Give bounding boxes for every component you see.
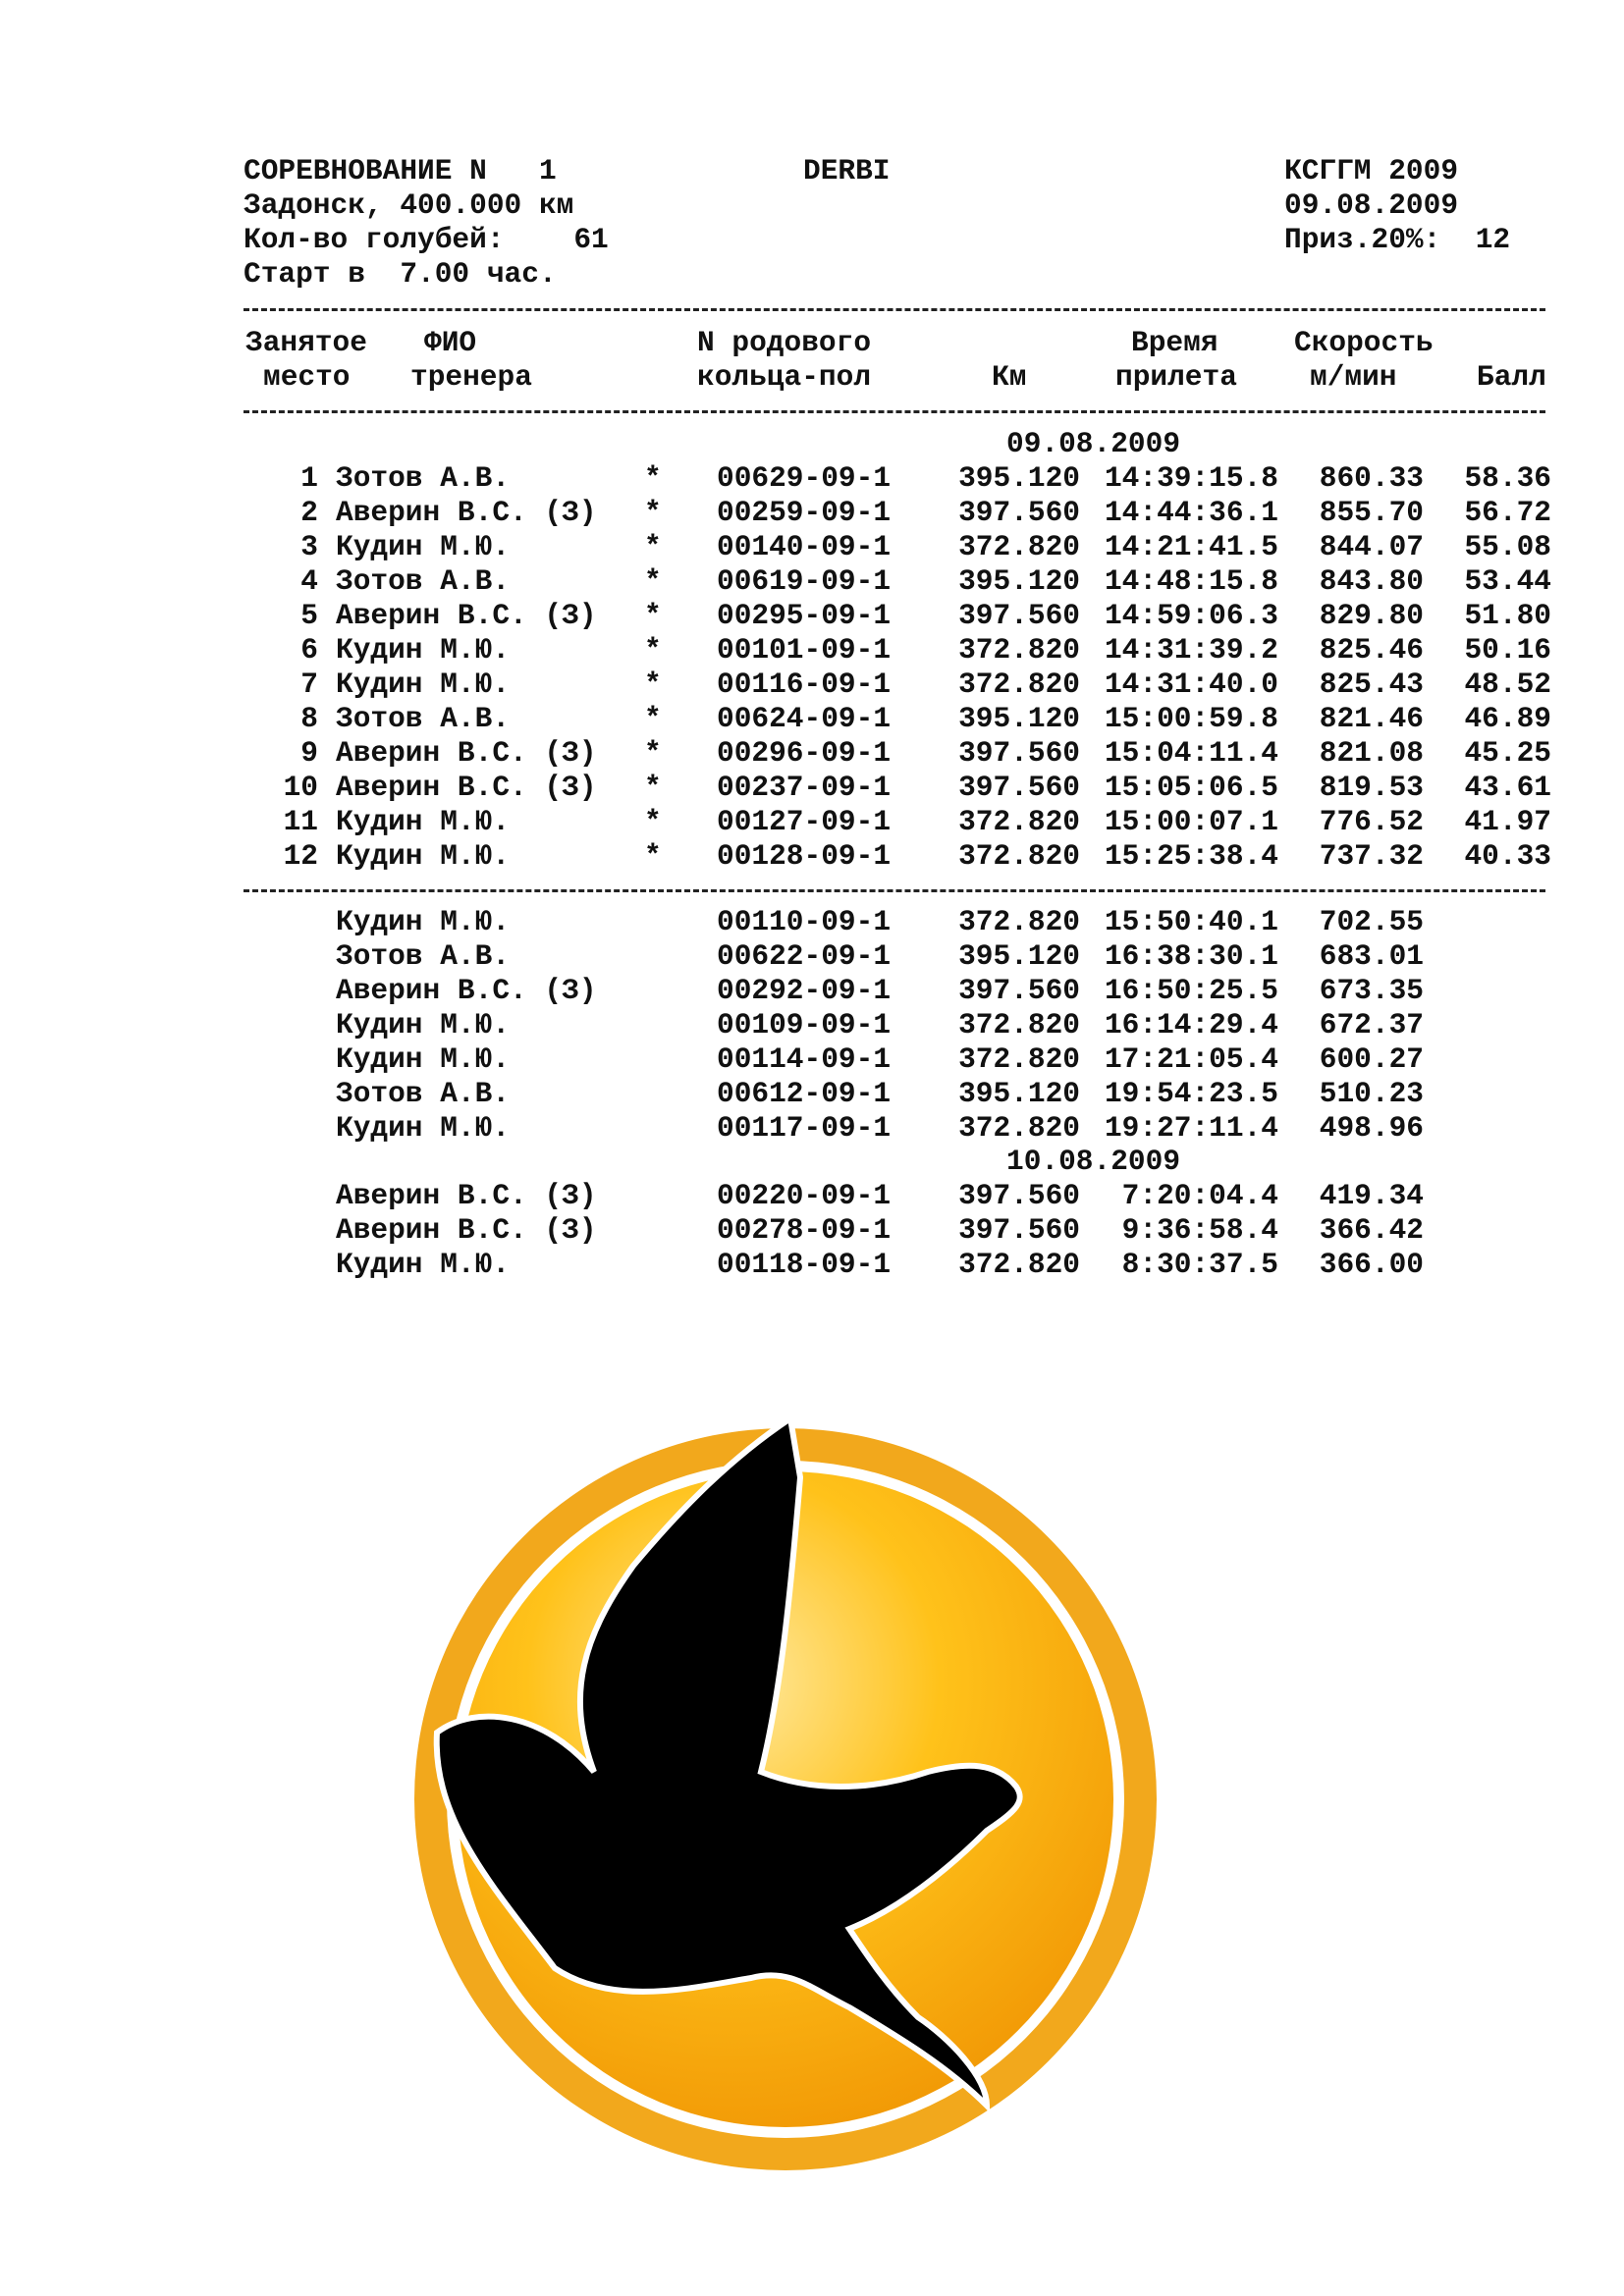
- col-speed-1: Скорость: [1294, 326, 1434, 359]
- km-cell: 372.820: [958, 1248, 1080, 1281]
- race-location: Задонск, 400.000 км: [244, 188, 574, 222]
- club-name: КСГГМ 2009: [1284, 154, 1459, 187]
- time-cell: 15:50:40.1: [1104, 905, 1278, 938]
- list-item: [0, 1248, 1624, 1282]
- speed-cell: 860.33: [1319, 461, 1424, 495]
- km-cell: 397.560: [958, 771, 1080, 804]
- col-km: Км: [992, 360, 1027, 394]
- name-cell: Зотов А.В.: [336, 1077, 511, 1110]
- divider: [244, 410, 1545, 413]
- km-cell: 395.120: [958, 461, 1080, 495]
- speed-cell: 737.32: [1319, 839, 1424, 873]
- points-cell: 55.08: [1464, 530, 1551, 563]
- col-name-2: тренера: [410, 360, 532, 394]
- ring-cell: 00220-09-1: [717, 1179, 892, 1212]
- race-date: 09.08.2009: [1284, 188, 1459, 222]
- speed-cell: 844.07: [1319, 530, 1424, 563]
- competition-title: СОРЕВНОВАНИЕ N 1: [244, 154, 557, 187]
- ring-cell: 00278-09-1: [717, 1213, 892, 1247]
- place-cell: 9: [300, 736, 318, 770]
- place-cell: 5: [300, 599, 318, 632]
- ring-cell: 00117-09-1: [717, 1111, 892, 1145]
- mark-cell: *: [644, 564, 662, 598]
- time-cell: 19:27:11.4: [1104, 1111, 1278, 1145]
- time-cell: 14:21:41.5: [1104, 530, 1278, 563]
- place-cell: 7: [300, 667, 318, 701]
- table-row: [0, 839, 1624, 874]
- points-cell: 43.61: [1464, 771, 1551, 804]
- col-place-1: Занятое: [245, 326, 367, 359]
- ring-cell: 00624-09-1: [717, 702, 892, 735]
- points-cell: 50.16: [1464, 633, 1551, 667]
- list-item: [0, 939, 1624, 974]
- mark-cell: *: [644, 771, 662, 804]
- name-cell: Аверин В.С. (З): [336, 599, 597, 632]
- name-cell: Аверин В.С. (З): [336, 974, 597, 1007]
- points-cell: 56.72: [1464, 496, 1551, 529]
- start-time: Старт в 7.00 час.: [244, 257, 557, 291]
- km-cell: 372.820: [958, 1008, 1080, 1041]
- ring-cell: 00622-09-1: [717, 939, 892, 973]
- time-cell: 9:36:58.4: [1121, 1213, 1278, 1247]
- time-cell: 15:05:06.5: [1104, 771, 1278, 804]
- table-row: [0, 702, 1624, 736]
- speed-cell: 498.96: [1319, 1111, 1424, 1145]
- time-cell: 14:39:15.8: [1104, 461, 1278, 495]
- name-cell: Зотов А.В.: [336, 939, 511, 973]
- speed-cell: 702.55: [1319, 905, 1424, 938]
- points-cell: 41.97: [1464, 805, 1551, 838]
- name-cell: Зотов А.В.: [336, 461, 511, 495]
- name-cell: Аверин В.С. (З): [336, 496, 597, 529]
- ring-cell: 00114-09-1: [717, 1042, 892, 1076]
- table-row: [0, 530, 1624, 564]
- km-cell: 397.560: [958, 599, 1080, 632]
- list-item: [0, 1042, 1624, 1077]
- ring-cell: 00118-09-1: [717, 1248, 892, 1281]
- list-item: [0, 974, 1624, 1008]
- points-cell: 40.33: [1464, 839, 1551, 873]
- points-cell: 51.80: [1464, 599, 1551, 632]
- name-cell: Зотов А.В.: [336, 702, 511, 735]
- points-cell: 45.25: [1464, 736, 1551, 770]
- ring-cell: 00109-09-1: [717, 1008, 892, 1041]
- points-cell: 46.89: [1464, 702, 1551, 735]
- mark-cell: *: [644, 599, 662, 632]
- time-cell: 7:20:04.4: [1121, 1179, 1278, 1212]
- pigeon-count: Кол-во голубей: 61: [244, 223, 609, 256]
- list-item: [0, 1111, 1624, 1146]
- list-item: [0, 1077, 1624, 1111]
- speed-cell: 843.80: [1319, 564, 1424, 598]
- place-cell: 12: [283, 839, 318, 873]
- name-cell: Кудин М.Ю.: [336, 530, 511, 563]
- divider: [244, 308, 1545, 311]
- place-cell: 8: [300, 702, 318, 735]
- km-cell: 395.120: [958, 1077, 1080, 1110]
- name-cell: Аверин В.С. (З): [336, 1213, 597, 1247]
- col-ring-2: кольца-пол: [697, 360, 872, 394]
- speed-cell: 673.35: [1319, 974, 1424, 1007]
- mark-cell: *: [644, 702, 662, 735]
- time-cell: 16:38:30.1: [1104, 939, 1278, 973]
- ring-cell: 00619-09-1: [717, 564, 892, 598]
- speed-cell: 825.46: [1319, 633, 1424, 667]
- points-cell: 53.44: [1464, 564, 1551, 598]
- km-cell: 372.820: [958, 667, 1080, 701]
- ring-cell: 00259-09-1: [717, 496, 892, 529]
- name-cell: Аверин В.С. (З): [336, 736, 597, 770]
- time-cell: 16:14:29.4: [1104, 1008, 1278, 1041]
- name-cell: Кудин М.Ю.: [336, 1008, 511, 1041]
- name-cell: Кудин М.Ю.: [336, 633, 511, 667]
- mark-cell: *: [644, 736, 662, 770]
- dove-logo: [398, 1389, 1164, 2174]
- race-name: DERBI: [803, 154, 891, 187]
- table-row: [0, 599, 1624, 633]
- km-cell: 395.120: [958, 564, 1080, 598]
- name-cell: Кудин М.Ю.: [336, 839, 511, 873]
- table-row: [0, 496, 1624, 530]
- speed-cell: 825.43: [1319, 667, 1424, 701]
- place-cell: 1: [300, 461, 318, 495]
- table-row: [0, 667, 1624, 702]
- time-cell: 14:48:15.8: [1104, 564, 1278, 598]
- col-place-2: место: [263, 360, 351, 394]
- mark-cell: *: [644, 633, 662, 667]
- name-cell: Кудин М.Ю.: [336, 805, 511, 838]
- time-cell: 14:59:06.3: [1104, 599, 1278, 632]
- name-cell: Кудин М.Ю.: [336, 667, 511, 701]
- km-cell: 395.120: [958, 939, 1080, 973]
- mark-cell: *: [644, 461, 662, 495]
- name-cell: Зотов А.В.: [336, 564, 511, 598]
- list-item: [0, 1008, 1624, 1042]
- speed-cell: 776.52: [1319, 805, 1424, 838]
- speed-cell: 821.46: [1319, 702, 1424, 735]
- ring-cell: 00292-09-1: [717, 974, 892, 1007]
- list-item: [0, 1179, 1624, 1213]
- points-cell: 58.36: [1464, 461, 1551, 495]
- time-cell: 17:21:05.4: [1104, 1042, 1278, 1076]
- ring-cell: 00237-09-1: [717, 771, 892, 804]
- place-cell: 10: [283, 771, 318, 804]
- ring-cell: 00629-09-1: [717, 461, 892, 495]
- km-cell: 397.560: [958, 974, 1080, 1007]
- speed-cell: 821.08: [1319, 736, 1424, 770]
- speed-cell: 672.37: [1319, 1008, 1424, 1041]
- speed-cell: 855.70: [1319, 496, 1424, 529]
- speed-cell: 366.00: [1319, 1248, 1424, 1281]
- ring-cell: 00140-09-1: [717, 530, 892, 563]
- col-points: Балл: [1477, 360, 1546, 394]
- speed-cell: 819.53: [1319, 771, 1424, 804]
- ring-cell: 00110-09-1: [717, 905, 892, 938]
- ring-cell: 00101-09-1: [717, 633, 892, 667]
- place-cell: 2: [300, 496, 318, 529]
- km-cell: 397.560: [958, 1213, 1080, 1247]
- mark-cell: *: [644, 667, 662, 701]
- col-time-1: Время: [1131, 326, 1218, 359]
- ring-cell: 00296-09-1: [717, 736, 892, 770]
- mark-cell: *: [644, 530, 662, 563]
- table-row: [0, 805, 1624, 839]
- time-cell: 14:44:36.1: [1104, 496, 1278, 529]
- ring-cell: 00116-09-1: [717, 667, 892, 701]
- km-cell: 372.820: [958, 905, 1080, 938]
- time-cell: 19:54:23.5: [1104, 1077, 1278, 1110]
- time-cell: 15:25:38.4: [1104, 839, 1278, 873]
- col-speed-2: м/мин: [1310, 360, 1397, 394]
- km-cell: 372.820: [958, 530, 1080, 563]
- name-cell: Аверин В.С. (З): [336, 1179, 597, 1212]
- col-ring-1: N родового: [697, 326, 872, 359]
- col-name-1: ФИО: [424, 326, 477, 359]
- mark-cell: *: [644, 496, 662, 529]
- speed-cell: 366.42: [1319, 1213, 1424, 1247]
- time-cell: 15:04:11.4: [1104, 736, 1278, 770]
- km-cell: 372.820: [958, 1042, 1080, 1076]
- table-row: [0, 633, 1624, 667]
- table-row: [0, 564, 1624, 599]
- place-cell: 11: [283, 805, 318, 838]
- date-day1: 09.08.2009: [1006, 427, 1181, 460]
- place-cell: 6: [300, 633, 318, 667]
- speed-cell: 600.27: [1319, 1042, 1424, 1076]
- km-cell: 397.560: [958, 736, 1080, 770]
- name-cell: Кудин М.Ю.: [336, 1042, 511, 1076]
- ring-cell: 00127-09-1: [717, 805, 892, 838]
- mark-cell: *: [644, 839, 662, 873]
- prize-count: Приз.20%: 12: [1284, 223, 1511, 256]
- date-day2: 10.08.2009: [1006, 1145, 1181, 1178]
- time-cell: 14:31:39.2: [1104, 633, 1278, 667]
- name-cell: Кудин М.Ю.: [336, 1248, 511, 1281]
- divider: [244, 889, 1545, 892]
- km-cell: 395.120: [958, 702, 1080, 735]
- time-cell: 15:00:59.8: [1104, 702, 1278, 735]
- name-cell: Кудин М.Ю.: [336, 1111, 511, 1145]
- table-row: [0, 771, 1624, 805]
- km-cell: 372.820: [958, 1111, 1080, 1145]
- ring-cell: 00295-09-1: [717, 599, 892, 632]
- ring-cell: 00128-09-1: [717, 839, 892, 873]
- time-cell: 8:30:37.5: [1121, 1248, 1278, 1281]
- place-cell: 3: [300, 530, 318, 563]
- table-row: [0, 461, 1624, 496]
- speed-cell: 510.23: [1319, 1077, 1424, 1110]
- time-cell: 14:31:40.0: [1104, 667, 1278, 701]
- place-cell: 4: [300, 564, 318, 598]
- time-cell: 16:50:25.5: [1104, 974, 1278, 1007]
- list-item: [0, 905, 1624, 939]
- mark-cell: *: [644, 805, 662, 838]
- km-cell: 372.820: [958, 805, 1080, 838]
- km-cell: 397.560: [958, 1179, 1080, 1212]
- speed-cell: 419.34: [1319, 1179, 1424, 1212]
- km-cell: 372.820: [958, 633, 1080, 667]
- list-item: [0, 1213, 1624, 1248]
- speed-cell: 683.01: [1319, 939, 1424, 973]
- name-cell: Кудин М.Ю.: [336, 905, 511, 938]
- km-cell: 397.560: [958, 496, 1080, 529]
- time-cell: 15:00:07.1: [1104, 805, 1278, 838]
- points-cell: 48.52: [1464, 667, 1551, 701]
- speed-cell: 829.80: [1319, 599, 1424, 632]
- km-cell: 372.820: [958, 839, 1080, 873]
- table-row: [0, 736, 1624, 771]
- name-cell: Аверин В.С. (З): [336, 771, 597, 804]
- ring-cell: 00612-09-1: [717, 1077, 892, 1110]
- col-time-2: прилета: [1115, 360, 1237, 394]
